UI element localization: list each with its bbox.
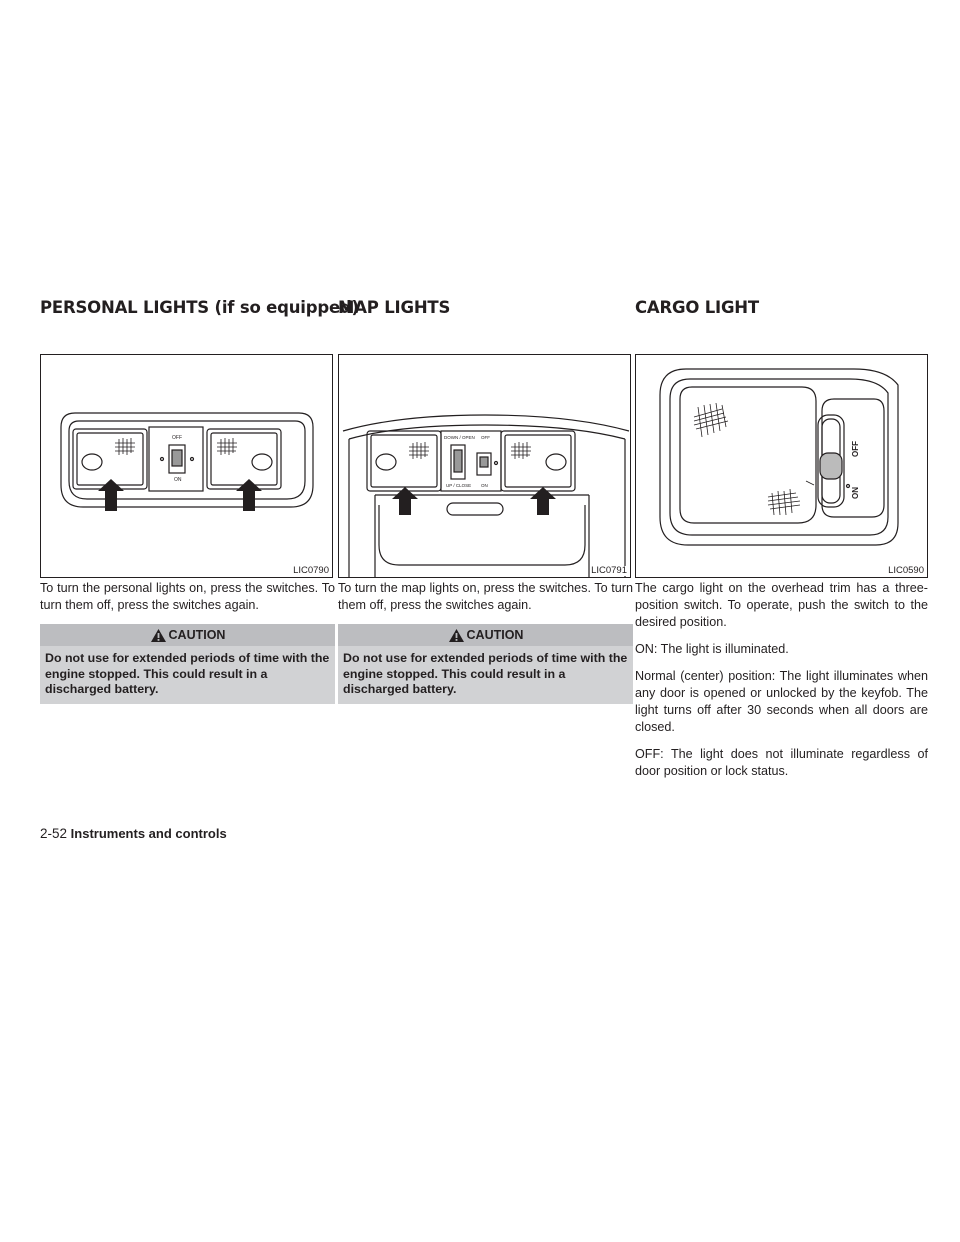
personal-lights-illustration [41, 355, 333, 578]
up-arrow-icon [98, 479, 124, 511]
fig2-off-label: OFF [481, 435, 490, 440]
caution-header [40, 624, 335, 646]
fig2-down-open-label: DOWN / OPEN [444, 435, 475, 440]
fig2-up-close-label: UP / CLOSE [446, 483, 472, 488]
cargo-light-illustration [636, 355, 928, 578]
fig1-off-label: OFF [172, 435, 182, 441]
figure-personal-lights [40, 354, 333, 578]
caution-box [338, 624, 633, 704]
page-number: 2-52 [40, 826, 68, 841]
section-heading-map-lights: MAP LIGHTS [338, 298, 451, 317]
up-arrow-icon [236, 479, 262, 511]
caution-title: CAUTION [168, 627, 226, 642]
column-cargo-light [635, 580, 928, 790]
paragraph: OFF: The light does not illuminate regardless of door position or lock status. [635, 747, 928, 778]
map-lights-illustration [339, 355, 631, 578]
chapter-title: Instruments and controls [70, 826, 227, 841]
figure-map-lights [338, 354, 631, 578]
caution-header [338, 624, 633, 646]
figure-id-label: LIC0590 [888, 565, 924, 576]
column-personal-lights [40, 580, 335, 704]
warning-triangle-icon [448, 628, 465, 643]
warning-triangle-icon [150, 628, 167, 643]
figure-id-label: LIC0790 [293, 565, 329, 576]
paragraph: ON: The light is illuminated. [635, 642, 789, 656]
caution-title: CAUTION [466, 627, 524, 642]
caution-text: Do not use for extended periods of time with the engine stopped. This could result in a discharged battery. [45, 651, 330, 696]
fig2-on-label: ON [481, 483, 488, 488]
column-map-lights [338, 580, 633, 704]
paragraph: To turn the personal lights on, press the switches. To turn them off, press the switches again. [40, 581, 335, 612]
fig3-on-label: ON [851, 487, 860, 499]
section-heading-personal-lights: PERSONAL LIGHTS (if so equipped) [40, 298, 359, 317]
fig1-on-label: ON [174, 477, 182, 483]
fig3-off-label: OFF [851, 441, 860, 457]
caution-box [40, 624, 335, 704]
paragraph: Normal (center) position: The light illuminates when any door is opened or unlocked by the keyfob. The light turns off after 30 seconds when all doors are closed. [635, 669, 928, 734]
paragraph: To turn the map lights on, press the switches. To turn them off, press the switches again. [338, 581, 633, 612]
section-heading-cargo-light: CARGO LIGHT [635, 298, 759, 317]
caution-text: Do not use for extended periods of time with the engine stopped. This could result in a discharged battery. [343, 651, 628, 696]
figure-cargo-light [635, 354, 928, 578]
paragraph: The cargo light on the overhead trim has a three-position switch. To operate, push the switch to the desired position. [635, 581, 928, 629]
figure-id-label: LIC0791 [591, 565, 627, 576]
page-footer [40, 826, 227, 841]
